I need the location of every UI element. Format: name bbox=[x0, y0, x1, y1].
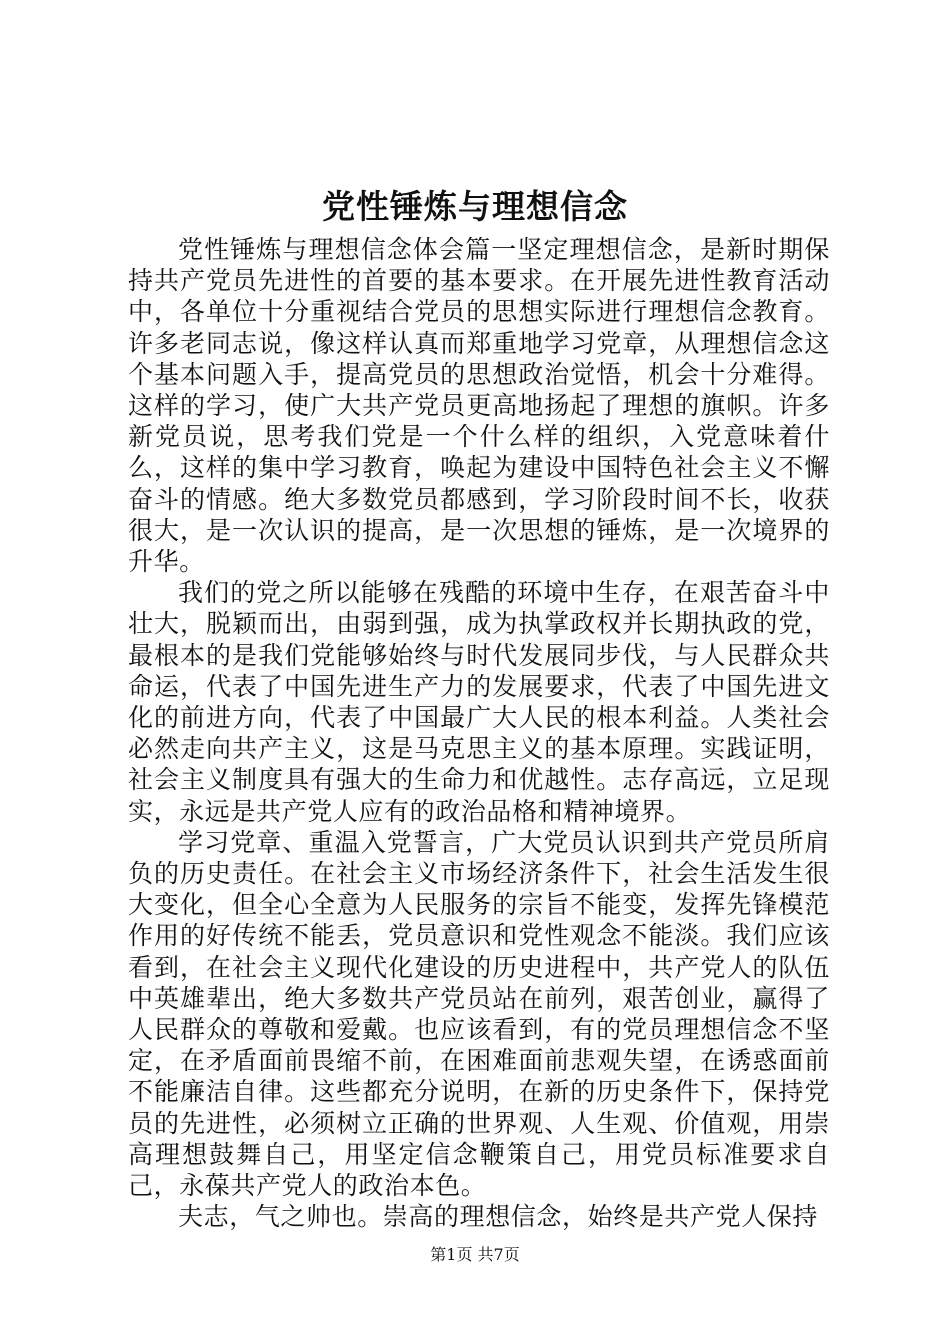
paragraph: 我们的党之所以能够在残酷的环境中生存，在艰苦奋斗中壮大，脱颖而出，由弱到强，成为执掌政权并长期执政的党，最根本的是我们党能够始终与时代发展同步伐，与人民群众共命运，代表了中国先进生产力的发展要求，代表了中国先进文化的前进方向，代表了中国最广大人民的根本利益。人类社会必然走向共产主义，这是马克思主义的基本原理。实践证明，社会主义制度具有强大的生命力和优越性。志存高远，立足现实，永远是共产党人应有的政治品格和精神境界。 bbox=[128, 578, 830, 826]
document-body bbox=[128, 234, 830, 1233]
paragraph: 夫志，气之帅也。崇高的理想信念，始终是共产党人保持 bbox=[178, 1202, 819, 1232]
paragraph: 学习党章、重温入党誓言，广大党员认识到共产党员所肩负的历史责任。在社会主义市场经济条件下，社会生活发生很大变化，但全心全意为人民服务的宗旨不能变，发挥先锋模范作用的好传统不能丢，党员意识和党性观念不能淡。我们应该看到，在社会主义现代化建设的历史进程中，共产党人的队伍中英雄辈出，绝大多数共产党员站在前列，艰苦创业，赢得了人民群众的尊敬和爱戴。也应该看到，有的党员理想信念不坚定，在矛盾面前畏缩不前，在困难面前悲观失望，在诱惑面前不能廉洁自律。这些都充分说明，在新的历史条件下，保持党员的先进性，必须树立正确的世界观、人生观、价值观，用崇高理想鼓舞自己，用坚定信念鞭策自己，用党员标准要求自己，永葆共产党人的政治本色。 bbox=[128, 827, 830, 1201]
document-title: 党性锤炼与理想信念 bbox=[322, 187, 628, 226]
page-number-footer: 第1页 共7页 bbox=[430, 1245, 520, 1264]
paragraph: 党性锤炼与理想信念体会篇一坚定理想信念，是新时期保持共产党员先进性的首要的基本要求。在开展先进性教育活动中，各单位十分重视结合党员的思想实际进行理想信念教育。许多老同志说，像这样认真而郑重地学习党章，从理想信念这个基本问题入手，提高党员的思想政治觉悟，机会十分难得。这样的学习，使广大共产党员更高地扬起了理想的旗帜。许多新党员说，思考我们党是一个什么样的组织，入党意味着什么，这样的集中学习教育，唤起为建设中国特色社会主义不懈奋斗的情感。绝大多数党员都感到，学习阶段时间不长，收获很大，是一次认识的提高，是一次思想的锤炼，是一次境界的升华。 bbox=[128, 235, 830, 577]
